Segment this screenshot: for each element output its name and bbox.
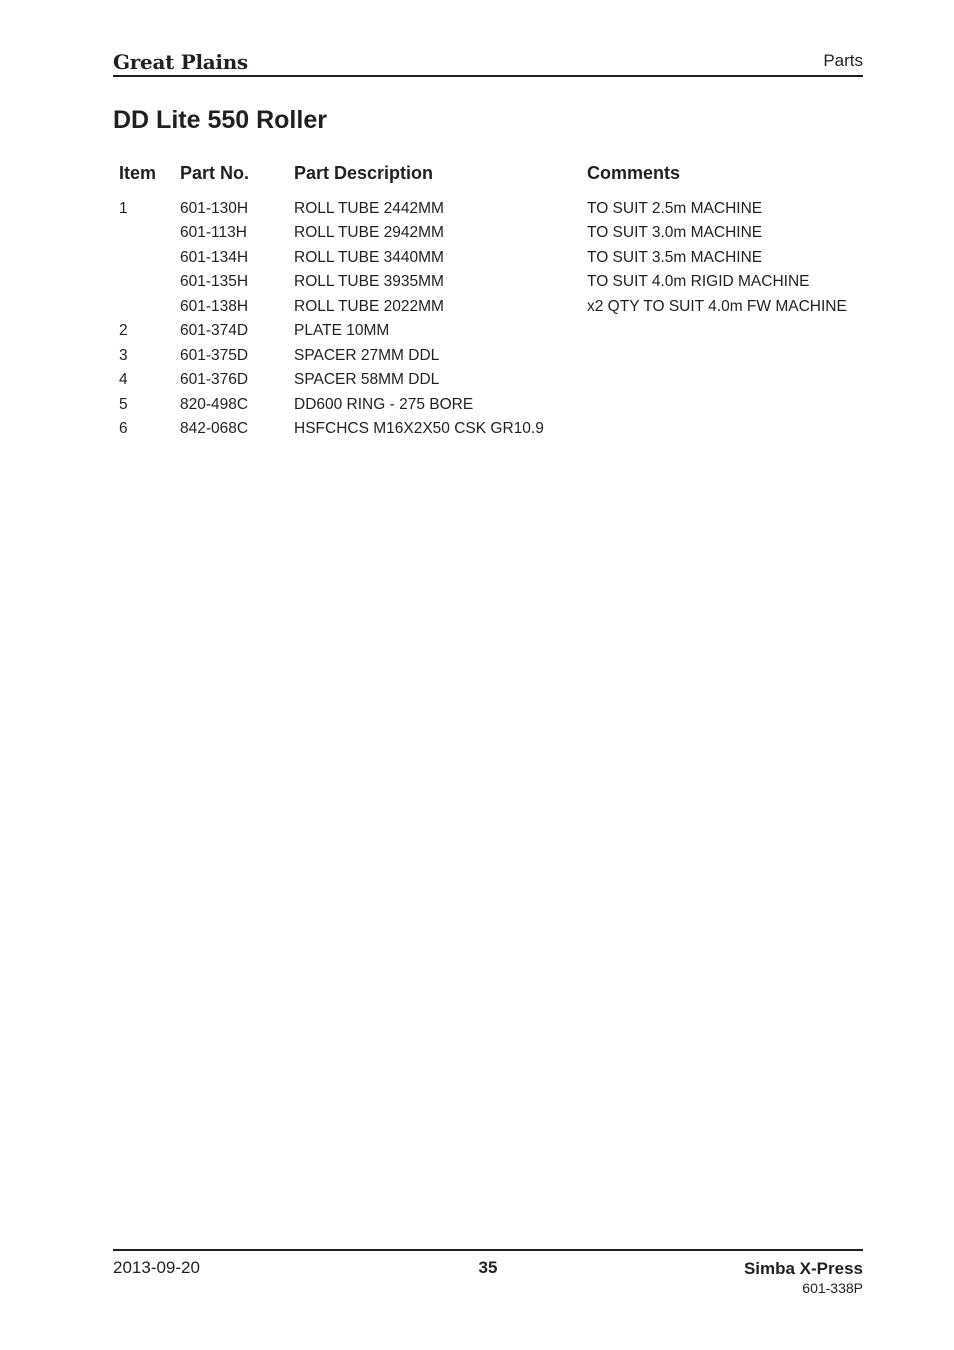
page-title: DD Lite 550 Roller [113, 106, 327, 134]
cell-item [113, 270, 174, 295]
table-row [113, 319, 887, 344]
parts-table [113, 158, 887, 442]
cell-part-no: 601-376D [180, 371, 249, 389]
cell-comments [581, 393, 887, 418]
cell-comments: TO SUIT 3.0m MACHINE [587, 224, 763, 242]
cell-comments [581, 319, 887, 344]
brand-logo: Great Plains [113, 50, 248, 74]
cell-item [113, 221, 174, 246]
table-row [113, 393, 887, 418]
cell-part-no: 601-134H [180, 248, 249, 266]
cell-item: 3 [119, 346, 128, 364]
cell-part-no: 820-498C [180, 395, 249, 413]
table-row [113, 188, 887, 221]
page-header [113, 48, 863, 77]
cell-part-no: 601-130H [180, 199, 249, 217]
cell-description: HSFCHCS M16X2X50 CSK GR10.9 [294, 420, 544, 438]
footer-date: 2013-09-20 [113, 1258, 200, 1277]
cell-item [113, 246, 174, 271]
table-row [113, 221, 887, 246]
page-footer [113, 1249, 863, 1301]
table-row [113, 295, 887, 320]
cell-description: ROLL TUBE 2022MM [294, 297, 444, 315]
cell-comments [581, 344, 887, 369]
cell-description: ROLL TUBE 2442MM [294, 199, 444, 217]
cell-part-no: 601-113H [180, 224, 247, 242]
cell-description: SPACER 27MM DDL [294, 346, 440, 364]
table-row [113, 368, 887, 393]
table-header-row [113, 158, 887, 188]
cell-item: 1 [119, 199, 128, 217]
document-number: 601-338P [802, 1280, 863, 1296]
page-number: 35 [478, 1258, 498, 1277]
column-header-item: Item [119, 162, 157, 183]
cell-description: ROLL TUBE 2942MM [294, 224, 444, 242]
column-header-description: Part Description [294, 162, 434, 183]
parts-table-body [113, 188, 887, 442]
table-row [113, 270, 887, 295]
column-header-comments: Comments [587, 162, 681, 183]
cell-comments [581, 368, 887, 393]
cell-comments [581, 417, 887, 442]
cell-description: ROLL TUBE 3440MM [294, 248, 444, 266]
table-row [113, 246, 887, 271]
cell-description: PLATE 10MM [294, 322, 390, 340]
product-name: Simba X-Press [743, 1259, 863, 1278]
table-row [113, 344, 887, 369]
cell-item: 6 [119, 420, 128, 438]
cell-description: SPACER 58MM DDL [294, 371, 440, 389]
cell-comments: TO SUIT 3.5m MACHINE [587, 248, 763, 266]
cell-comments: x2 QTY TO SUIT 4.0m FW MACHINE [587, 297, 847, 315]
column-header-part-no: Part No. [180, 162, 250, 183]
cell-description: DD600 RING - 275 BORE [294, 395, 474, 413]
cell-comments: TO SUIT 4.0m RIGID MACHINE [587, 273, 810, 291]
table-row [113, 417, 887, 442]
cell-comments: TO SUIT 2.5m MACHINE [587, 199, 763, 217]
cell-part-no: 601-138H [180, 297, 249, 315]
cell-part-no: 601-135H [180, 273, 249, 291]
cell-item: 5 [119, 395, 128, 413]
cell-item: 2 [119, 322, 128, 340]
section-label: Parts [823, 51, 863, 70]
cell-part-no: 601-374D [180, 322, 249, 340]
cell-part-no: 842-068C [180, 420, 249, 438]
cell-item [113, 295, 174, 320]
cell-part-no: 601-375D [180, 346, 249, 364]
cell-description: ROLL TUBE 3935MM [294, 273, 444, 291]
cell-item: 4 [119, 371, 128, 389]
